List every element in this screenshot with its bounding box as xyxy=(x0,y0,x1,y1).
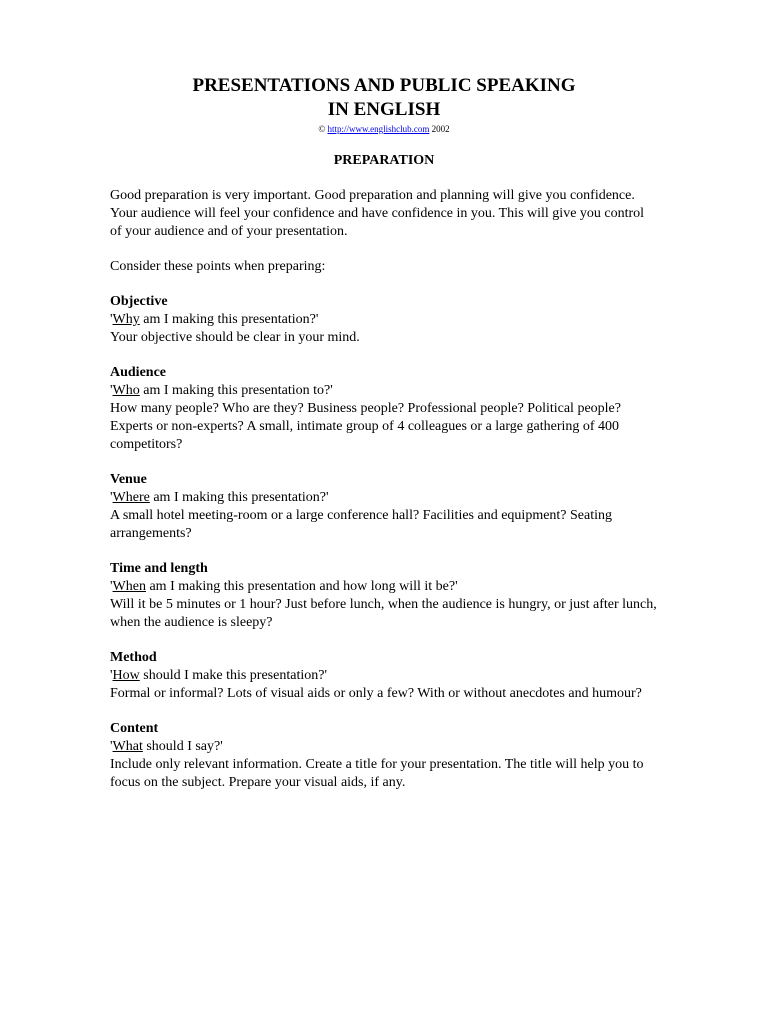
question-rest: should I make this presentation?' xyxy=(139,668,327,683)
question-keyword: How xyxy=(112,668,140,683)
copyright-year: 2002 xyxy=(431,124,450,134)
point-question xyxy=(110,738,658,756)
consider-paragraph: Consider these points when preparing: xyxy=(110,259,326,274)
point-question xyxy=(110,489,658,507)
quote-mark: ' xyxy=(110,312,113,327)
point-heading: Method xyxy=(110,650,157,665)
point-body: Your objective should be clear in your mind. xyxy=(110,330,360,345)
point-venue xyxy=(110,471,658,543)
question-rest: am I making this presentation?' xyxy=(139,312,319,327)
question-keyword: Why xyxy=(112,312,140,327)
point-objective xyxy=(110,293,658,347)
quote-mark: ' xyxy=(110,579,113,594)
point-body: Formal or informal? Lots of visual aids or only a few? With or without anecdotes and humour? xyxy=(110,686,642,701)
intro-paragraph: Good preparation is very important. Good preparation and planning will give you confidence. Your audience will feel your confidence and have confidence in you. This will give you control of your audience and of your presentation. xyxy=(110,188,645,239)
point-method xyxy=(110,649,658,703)
question-keyword: When xyxy=(112,579,146,594)
section-title: PREPARATION xyxy=(333,153,435,168)
document-title xyxy=(110,74,658,122)
point-question xyxy=(110,382,658,400)
question-keyword: Who xyxy=(112,383,140,398)
question-rest: am I making this presentation to?' xyxy=(139,383,333,398)
question-keyword: What xyxy=(112,739,143,754)
copyright-link[interactable]: http://www.englishclub.com xyxy=(327,124,430,134)
point-question xyxy=(110,578,658,596)
point-body: How many people? Who are they? Business people? Professional people? Political people? Experts or non-experts? A small, intimate group of 4 colleagues or a large gathering of 400 competitors? xyxy=(110,401,621,452)
point-question xyxy=(110,667,658,685)
point-time-and-length xyxy=(110,560,658,632)
copyright-line xyxy=(110,123,658,135)
copyright-symbol: © xyxy=(318,124,326,134)
point-question xyxy=(110,311,658,329)
point-heading: Objective xyxy=(110,294,168,309)
point-audience xyxy=(110,364,658,454)
point-body: Include only relevant information. Create a title for your presentation. The title will help you to focus on the subject. Prepare your visual aids, if any. xyxy=(110,757,644,790)
title-line-2: IN ENGLISH xyxy=(327,99,441,120)
title-line-1: PRESENTATIONS AND PUBLIC SPEAKING xyxy=(192,75,576,96)
point-heading: Audience xyxy=(110,365,166,380)
point-content xyxy=(110,720,658,792)
quote-mark: ' xyxy=(110,383,113,398)
question-rest: am I making this presentation and how long will it be?' xyxy=(145,579,458,594)
quote-mark: ' xyxy=(110,668,113,683)
point-heading: Content xyxy=(110,721,159,736)
question-rest: should I say?' xyxy=(142,739,223,754)
point-body: Will it be 5 minutes or 1 hour? Just before lunch, when the audience is hungry, or just after lunch, when the audience is sleepy? xyxy=(110,597,657,630)
question-rest: am I making this presentation?' xyxy=(149,490,329,505)
question-keyword: Where xyxy=(112,490,150,505)
point-body: A small hotel meeting-room or a large conference hall? Facilities and equipment? Seating arrangements? xyxy=(110,508,613,541)
quote-mark: ' xyxy=(110,739,113,754)
point-heading: Time and length xyxy=(110,561,208,576)
quote-mark: ' xyxy=(110,490,113,505)
point-heading: Venue xyxy=(110,472,147,487)
